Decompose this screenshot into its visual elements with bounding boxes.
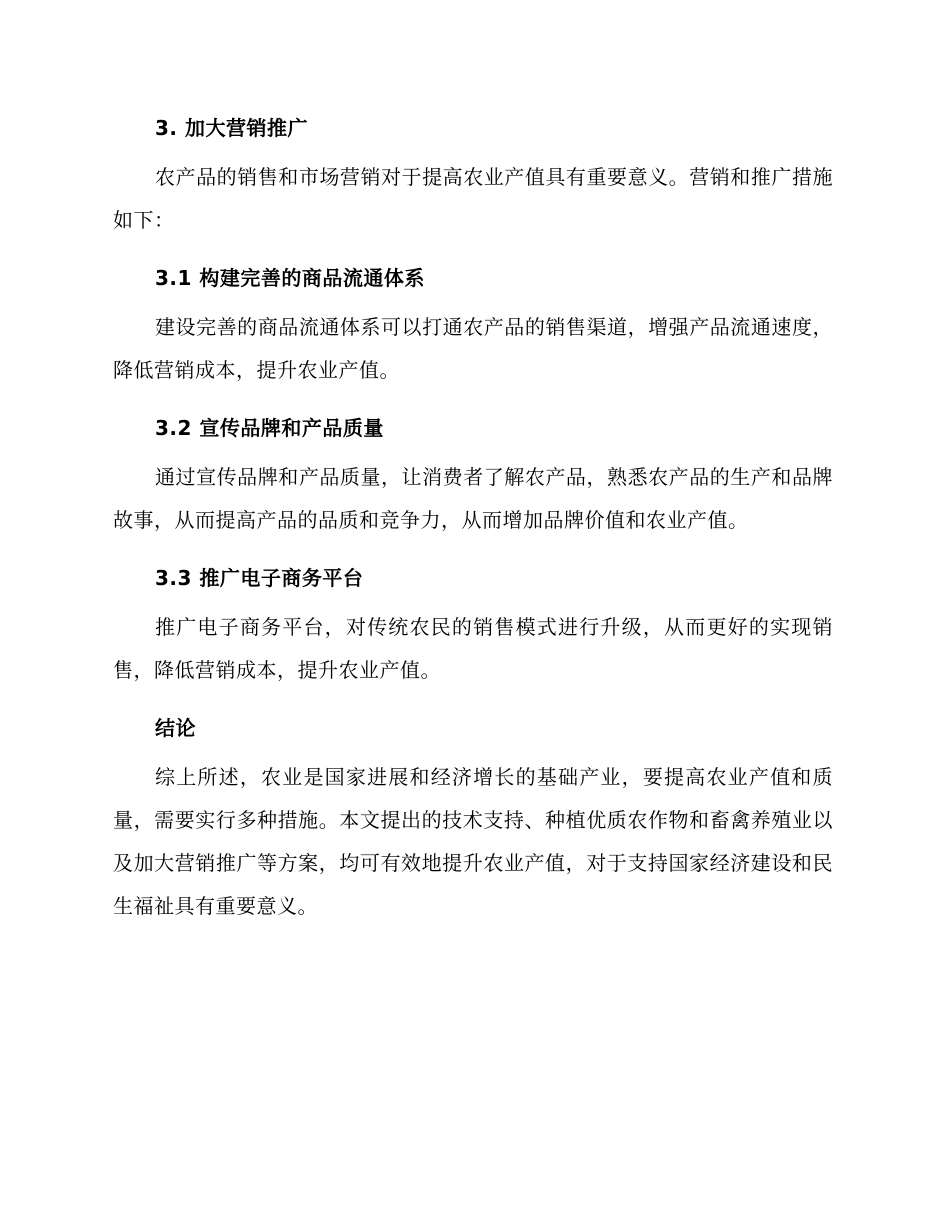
section-heading-ecommerce: 3.3 推广电子商务平台: [155, 566, 364, 590]
section-heading-marketing: 3. 加大营销推广: [155, 116, 308, 140]
section-heading-circulation-system: 3.1 构建完善的商品流通体系: [155, 266, 425, 290]
paragraph-brand-quality: 通过宣传品牌和产品质量，让消费者了解农产品，熟悉农产品的生产和品牌故事，从而提高产品的品质和竞争力，从而增加品牌价值和农业产值。: [113, 465, 833, 532]
paragraph-circulation-system: 建设完善的商品流通体系可以打通农产品的销售渠道，增强产品流通速度，降低营销成本，提升农业产值。: [113, 315, 833, 382]
document-page: [113, 106, 833, 942]
paragraph-ecommerce: 推广电子商务平台，对传统农民的销售模式进行升级，从而更好的实现销售，降低营销成本，提升农业产值。: [113, 615, 833, 682]
section-heading-conclusion: 结论: [155, 716, 196, 740]
paragraph-marketing-intro: 农产品的销售和市场营销对于提高农业产值具有重要意义。营销和推广措施如下：: [113, 165, 833, 232]
paragraph-conclusion: 综上所述，农业是国家进展和经济增长的基础产业，要提高农业产值和质量，需要实行多种措施。本文提出的技术支持、种植优质农作物和畜禽养殖业以及加大营销推广等方案，均可有效地提升农业产值，对于支持国家经济建设和民生福祉具有重要意义。: [113, 765, 833, 918]
section-heading-brand-quality: 3.2 宣传品牌和产品质量: [155, 416, 384, 440]
